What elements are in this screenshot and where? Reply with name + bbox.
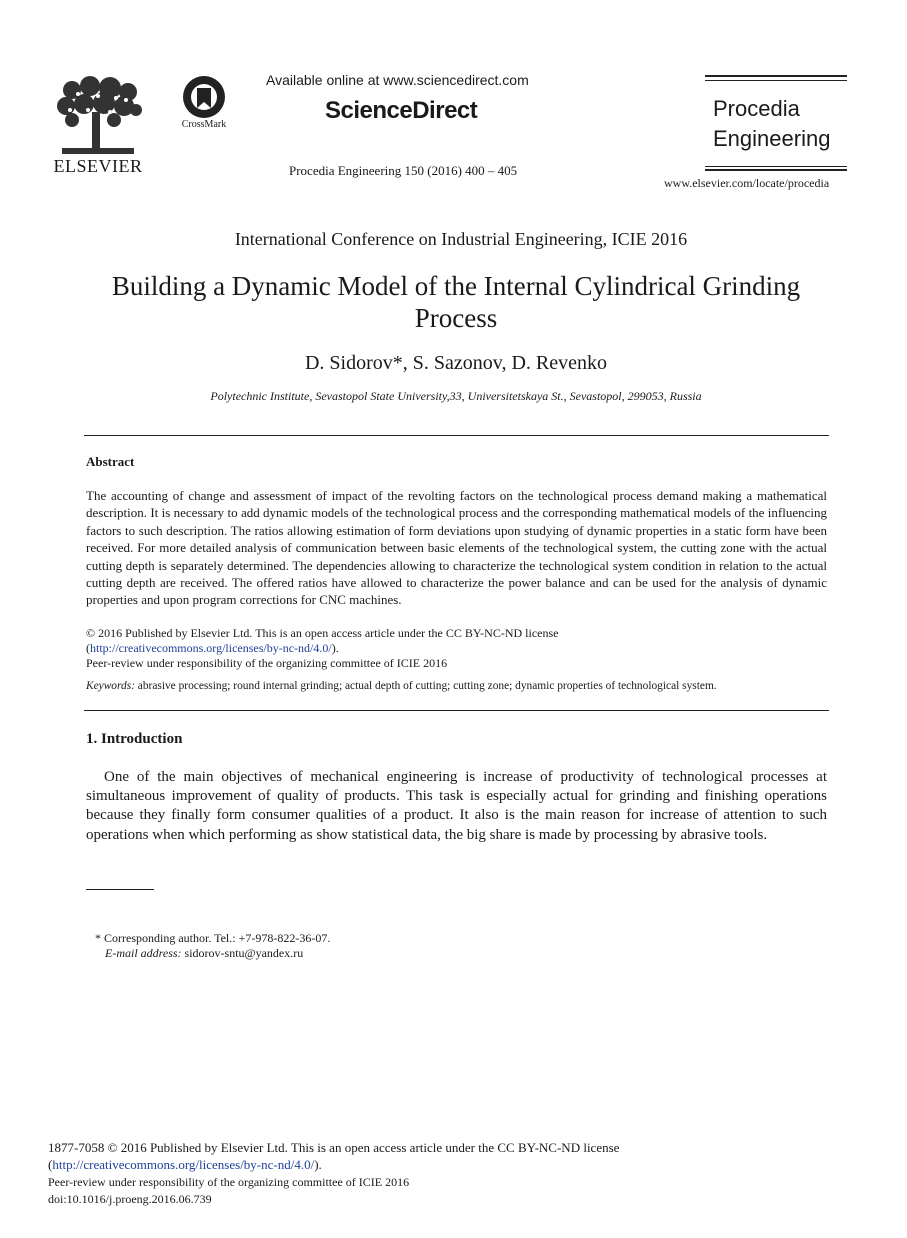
paper-title-line1: Building a Dynamic Model of the Internal Cylindrical Grinding bbox=[111, 271, 801, 301]
section-heading-introduction: 1. Introduction bbox=[86, 731, 183, 747]
abstract-peer-review: Peer-review under responsibility of the organizing committee of ICIE 2016 bbox=[86, 656, 448, 670]
journal-citation: Procedia Engineering 150 (2016) 400 – 405 bbox=[289, 163, 518, 178]
author-list: D. Sidorov*, S. Sazonov, D. Revenko bbox=[304, 352, 608, 374]
paper-title-line2: Process bbox=[414, 303, 498, 333]
conference-name: International Conference on Industrial Engineering, ICIE 2016 bbox=[234, 229, 688, 249]
corresponding-author-note: * Corresponding author. Tel.: +7-978-822-36-07. bbox=[95, 931, 331, 945]
elsevier-tree-logo bbox=[52, 76, 144, 158]
abstract-body: The accounting of change and assessment of impact of the revolting factors on the technological process demand making a mathematical description. It is necessary to add dynamic models of the technological process and the corresponding mathematical models of the influencing factors to such description. The ratios allowing estimation of form deviations upon studying of dynamic properties in a static form have been received. For more detailed analysis of communication between basic elements of the technological system, the cutting zone with the actual cutting depth is separately determined. The dependencies allowing to characterize the technological system condition in relation to the actual cutting depth are received. The offered ratios have allowed to characterize the power balance and can be used for the analysis of dynamic properties and upon program corrections for CNC machines. bbox=[86, 488, 827, 608]
email-address[interactable]: sidorov-sntu@yandex.ru bbox=[181, 946, 304, 960]
footer-peer-review: Peer-review under responsibility of the organizing committee of ICIE 2016 bbox=[48, 1175, 410, 1189]
introduction-body: One of the main objectives of mechanical engineering is increase of productivity of technological processes at simultaneous improvement of quality of products. This task is especially actual for grinding and finishing operations because they finally form consumer qualities of a product. It also is the main reason for increase of attention to such operations when which performing as show statistical data, the big share is made by processing by abrasive tools. bbox=[86, 769, 827, 843]
abstract-heading: Abstract bbox=[86, 454, 135, 469]
footer-issn-license: 1877-7058 © 2016 Published by Elsevier Ltd. This is an open access article under the CC BY-NC-ND license bbox=[48, 1140, 620, 1155]
sciencedirect-wordmark: ScienceDirect bbox=[325, 97, 478, 124]
email-note: E-mail address: sidorov-sntu@yandex.ru bbox=[105, 946, 304, 960]
available-online-text: Available online at www.sciencedirect.com bbox=[266, 72, 529, 88]
crossmark-label: CrossMark bbox=[181, 119, 227, 130]
journal-name-line1: Procedia bbox=[713, 96, 800, 121]
abstract-divider bbox=[84, 710, 829, 711]
abstract-copyright: © 2016 Published by Elsevier Ltd. This is an open access article under the CC BY-NC-ND license bbox=[86, 626, 559, 640]
crossmark-icon[interactable] bbox=[182, 75, 226, 119]
title-divider bbox=[84, 435, 829, 436]
footer-license-link-line: (http://creativecommons.org/licenses/by-nc-nd/4.0/). bbox=[48, 1157, 322, 1172]
footer-license-link[interactable]: http://creativecommons.org/licenses/by-nc-nd/4.0/ bbox=[52, 1157, 315, 1172]
abstract-license: (http://creativecommons.org/licenses/by-nc-nd/4.0/). bbox=[86, 641, 339, 655]
journal-url-link[interactable]: www.elsevier.com/locate/procedia bbox=[664, 176, 830, 190]
keywords: Keywords: abrasive processing; round internal grinding; actual depth of cutting; cutting zone; dynamic properties of technological system. bbox=[86, 680, 717, 692]
elsevier-wordmark: ELSEVIER bbox=[53, 156, 143, 176]
footer-doi[interactable]: doi:10.1016/j.proeng.2016.06.739 bbox=[48, 1192, 212, 1206]
journal-name-line2: Engineering bbox=[713, 126, 831, 151]
footnote-rule bbox=[86, 889, 154, 890]
affiliation: Polytechnic Institute, Sevastopol State University,33, Universitetskaya St., Sevastopol, 299053, Russia bbox=[210, 389, 702, 403]
license-link[interactable]: http://creativecommons.org/licenses/by-nc-nd/4.0/ bbox=[90, 641, 332, 655]
